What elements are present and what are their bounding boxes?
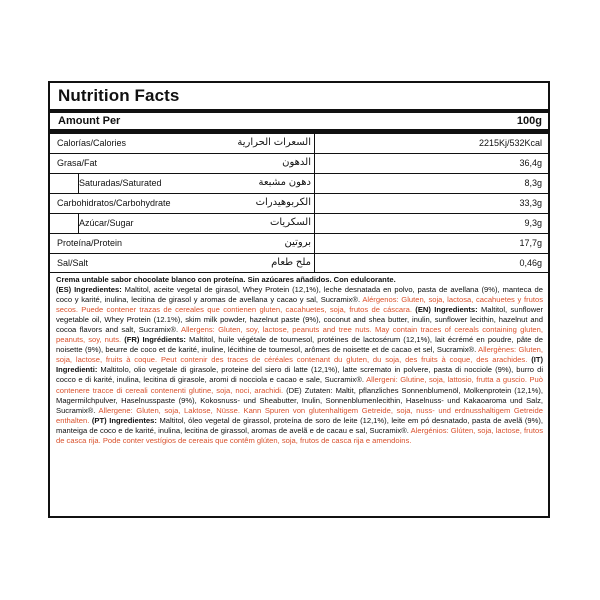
indent-divider xyxy=(78,213,79,233)
indent-divider xyxy=(78,173,79,193)
nutrient-label: Carbohidratos/Carbohydrate xyxy=(57,198,171,208)
nutrient-arabic-label: دهون مشبعة xyxy=(258,177,311,188)
de-ingredients-text: Maltit, pflanzliches Sonnenblumenöl, Molkenprotein (12,1%), Magermilchpulver, Haselnusspaste (9%), Kokosnuss- und Sheabutter, Inulin, Sonnenblumenlecithin, Haselnuss- und Kakaoaroma und Salz, Sucramix®. xyxy=(56,385,544,415)
column-divider xyxy=(314,133,315,273)
ingredients-headline: Crema untable sabor chocolate blanco con proteína. Sin azúcares añadidos. Con edulcorante. xyxy=(56,275,396,284)
nutrient-label: Grasa/Fat xyxy=(57,158,98,168)
pt-ingredients-text: Maltitol, óleo vegetal de girassol, proteína de soro de leite (12,1%), leite em pó desnatado, pasta de avelã (9%), manteiga de coco e de karité, inulina, lecitina de girassol, aromas de avelã e de cacau e sal, Sucramix®. xyxy=(56,415,543,435)
nutrition-facts-panel xyxy=(48,81,550,518)
it-ingredients-text: Maltitolo, olio vegetale di girasole, proteine del siero di latte (12,1%), latte scremato in polvere, pasta di nocciole (9%), burro di cocco e di karité, inulina, lecitina di girasole, aromi di nocciola e cacao e sale, Sucramix®. xyxy=(56,365,543,385)
nutrient-arabic-label: الكربوهيدرات xyxy=(255,197,311,208)
fr-ingredients-text: Maltitol, huile végétale de tournesol, protéines de lactosérum (12,1%), lait écrémé en poudre, pâte de noisette (9%), beurre de coco et de karité, inuline, lécithine de tournesol, arômes de noisette et de cacao et sel, Sucramix®. xyxy=(56,335,543,355)
nutrient-label: Saturadas/Saturated xyxy=(79,178,162,188)
nutrient-row-fat xyxy=(50,153,548,173)
es-allergens: Alérgenos: Gluten, soja, lactosa, cacahuetes y frutos secos. Puede contener trazas de cereales que contienen gluten, cacahuetes, soja, frutos de cáscara. xyxy=(56,295,543,315)
nutrient-value: 36,4g xyxy=(519,158,542,168)
nutrient-label: Sal/Salt xyxy=(57,258,89,268)
nutrient-arabic-label: السكريات xyxy=(269,217,311,228)
it-ingredients-tag: (IT) Ingredienti: xyxy=(56,355,543,375)
de-allergens: Allergene: Gluten, soja, Laktose, Nüsse. Kann Spuren von glutenhaltigem Getreide, soja, nuss- und erdnusshaltigem Getreide enthalten. xyxy=(56,405,544,425)
nutrient-arabic-label: ملح طعام xyxy=(271,257,311,268)
es-ingredients-text: Maltitol, aceite vegetal de girasol, Whey Protein (12,1%), leche desnatada en polvo, pasta de avellana (9%), manteca de coco y karité, inulina, lecitina de girasol y aromas de avellana y cacao y sal, Sucramix®. xyxy=(56,285,543,305)
amount-per-value: 100g xyxy=(516,115,542,127)
nutrient-value: 33,3g xyxy=(519,198,542,208)
nutrient-value: 2215Kj/532Kcal xyxy=(478,138,542,148)
nutrient-row-calories xyxy=(50,133,548,153)
nutrient-arabic-label: السعرات الحرارية xyxy=(237,137,311,148)
nutrient-label: Azúcar/Sugar xyxy=(79,218,134,228)
pt-ingredients-tag: (PT) Ingredientes: xyxy=(89,415,157,425)
fr-ingredients-tag: (FR) Ingrédients: xyxy=(121,335,186,345)
en-ingredients-tag: (EN) Ingredients: xyxy=(411,305,478,315)
nutrient-row-saturated xyxy=(50,173,548,193)
nutrient-row-salt xyxy=(50,253,548,273)
nutrient-label: Proteína/Protein xyxy=(57,238,123,248)
de-ingredients-tag: (DE) Zutaten: xyxy=(283,385,333,395)
nutrient-label: Calorías/Calories xyxy=(57,138,127,148)
panel-title: Nutrition Facts xyxy=(58,86,180,105)
nutrient-value: 17,7g xyxy=(519,238,542,248)
amount-per-label: Amount Per xyxy=(58,115,121,127)
en-ingredients-text: Maltitol, sunflower vegetable oil, Whey Protein (12.1%), skim milk powder, hazelnut paste (9%), coconut and shea butter, inulin, sunflower lecithin, hazelnut and cocoa flavors and salt, Sucramix®. xyxy=(56,305,543,335)
pt-allergens: Alergénios: Glúten, soja, lactose, frutos de casca rija. Pode conter vestígios de cereais que contêm glúten, soja, frutos de casca rija e amendoins. xyxy=(56,425,543,445)
nutrient-row-sugar xyxy=(50,213,548,233)
fr-allergens: Allergènes: Gluten, soja, lactose, fruits à coque. Peut contenir des traces de céréales contenant du gluten, du soja, des fruits à coque, des arachides. xyxy=(56,345,543,365)
nutrient-arabic-label: الدهون xyxy=(282,157,311,168)
en-allergens: Allergens: Gluten, soy, lactose, peanuts and tree nuts. May contain traces of cereals containing gluten, peanuts, soy, nuts. xyxy=(56,325,543,345)
nutrient-value: 8,3g xyxy=(524,178,542,188)
nutrient-arabic-label: بروتين xyxy=(284,237,311,248)
nutrient-row-carbohydrate xyxy=(50,193,548,213)
nutrient-value: 0,46g xyxy=(519,258,542,268)
it-allergens: Allergeni: Glutine, soja, lattosio, frutta a guscio. Può contenere tracce di cereali contenenti glutine, soja, noci, arachidi. xyxy=(56,375,543,395)
nutrient-row-protein xyxy=(50,233,548,253)
nutrient-value: 9,3g xyxy=(524,218,542,228)
ingredients-block xyxy=(56,275,543,446)
es-ingredients-tag: (ES) Ingredientes: xyxy=(56,285,122,295)
